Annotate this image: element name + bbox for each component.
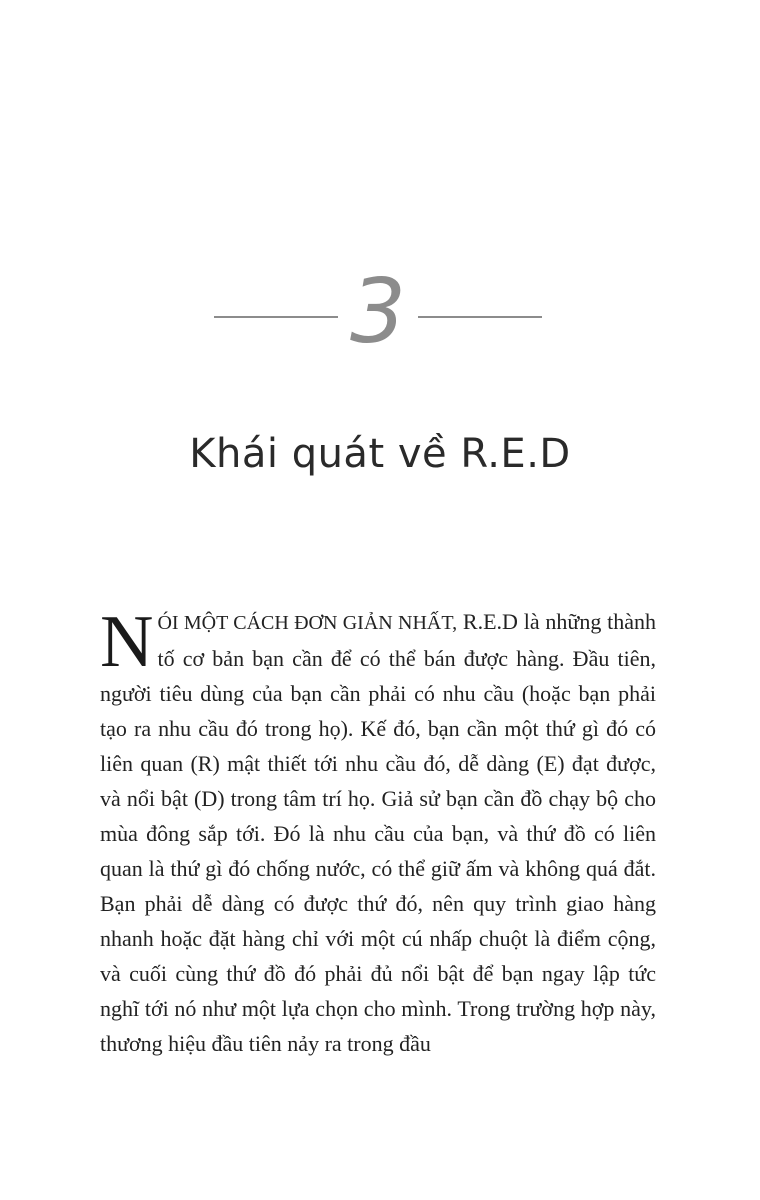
paragraph-text: R.E.D là những thành tố cơ bản bạn cần để có thể bán được hàng. Đầu tiên, người tiêu dùng của bạn cần phải có nhu cầu (hoặc bạn phải tạo ra nhu cầu đó trong họ). Kế đó, bạn cần một thứ gì đó có liên quan (R) mật thiết tới nhu cầu đó, dễ dàng (E) đạt được, và nổi bật (D) trong tâm trí họ. Giả sử bạn cần đồ chạy bộ cho mùa đông sắp tới. Đó là nhu cầu của bạn, và thứ đồ có liên quan là thứ gì đó chống nước, có thể giữ ấm và không quá đắt. Bạn phải dễ dàng có được thứ đó, nên quy trình giao hàng nhanh hoặc đặt hàng chỉ với một cú nhấp chuột là điểm cộng, và cuối cùng thứ đồ đó phải đủ nổi bật để bạn ngay lập tức nghĩ tới nó như một lựa chọn cho mình. Trong trường hợp này, thương hiệu đầu tiên nảy ra trong đầu xyxy=(100,609,656,1056)
lead-in-small-caps: ÓI MỘT CÁCH ĐƠN GIẢN NHẤT, xyxy=(157,612,458,634)
body-paragraph xyxy=(100,601,656,1061)
drop-cap: N xyxy=(100,601,154,683)
left-rule-divider xyxy=(214,316,338,318)
chapter-title: Khái quát về R.E.D xyxy=(189,431,571,477)
chapter-number: 3 xyxy=(350,260,406,363)
chapter-marker xyxy=(0,262,760,372)
right-rule-divider xyxy=(418,316,542,318)
